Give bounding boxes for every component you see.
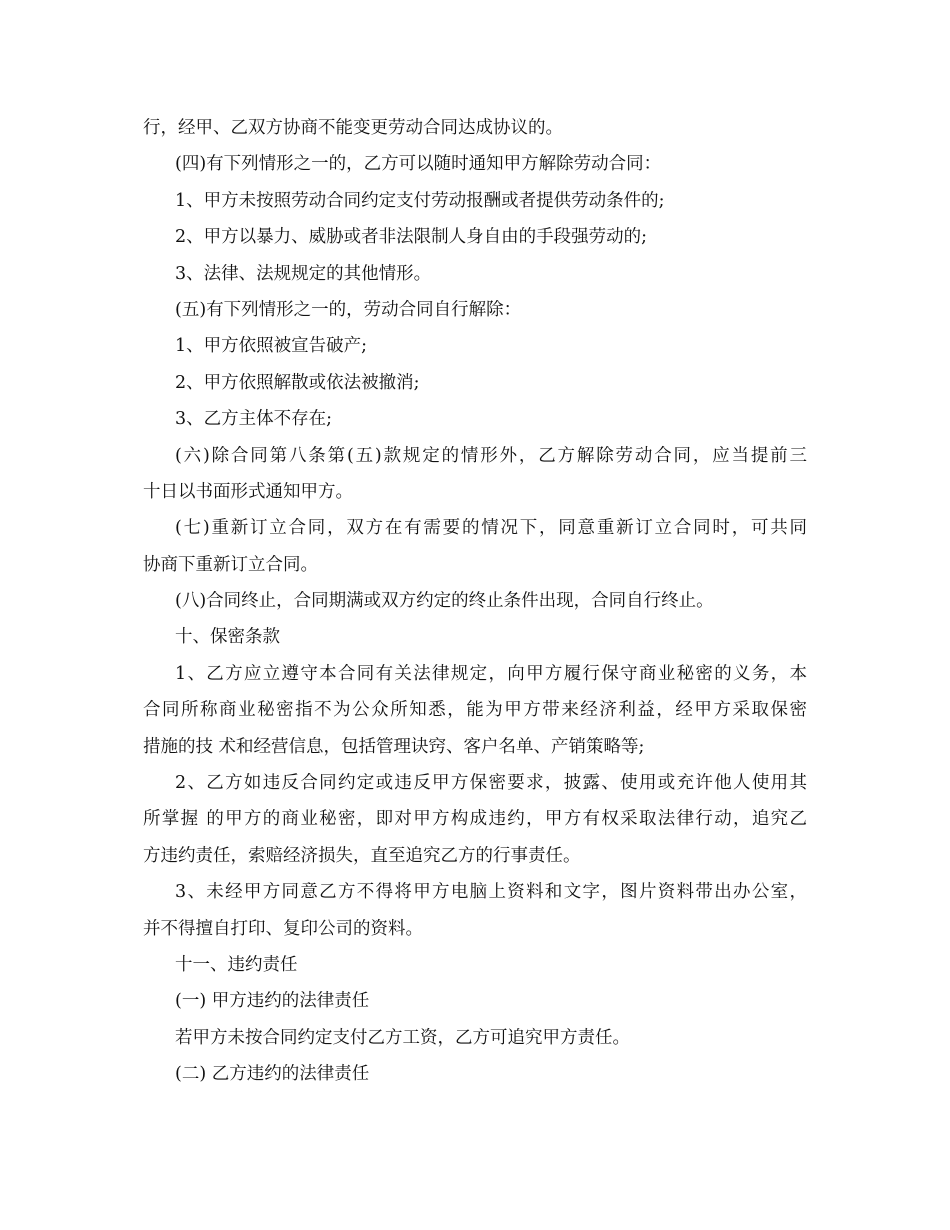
text-line: (八)合同终止，合同期满或双方约定的终止条件出现，合同自行终止。: [175, 591, 714, 612]
document-body: [143, 110, 807, 1093]
text-line: 并不得擅自打印、复印公司的资料。: [143, 918, 423, 939]
text-line: (七)重新订立合同，双方在有需要的情况下，同意重新订立合同时，可共同: [175, 518, 807, 539]
text-line: 2、甲方以暴力、威胁或者非法限制人身自由的手段强劳动的;: [175, 227, 648, 248]
text-line: 1、乙方应立遵守本合同有关法律规定，向甲方履行保守商业秘密的义务，本: [175, 663, 807, 684]
text-line: 3、法律、法规规定的其他情形。: [175, 263, 432, 284]
text-line: 协商下重新订立合同。: [143, 554, 318, 575]
section-heading: 十、保密条款: [175, 627, 280, 648]
text-line: 3、乙方主体不存在;: [175, 409, 333, 430]
text-line: (二) 乙方违约的法律责任: [175, 1064, 370, 1085]
text-line: 1、甲方依照被宣告破产;: [175, 336, 368, 357]
text-line: (一) 甲方违约的法律责任: [175, 991, 370, 1012]
text-line: (五)有下列情形之一的，劳动合同自行解除：: [175, 299, 522, 320]
text-line: 2、甲方依照解散或依法被撤消;: [175, 372, 420, 393]
page-bottom-margin: [0, 1226, 950, 1230]
section-heading: 十一、违约责任: [175, 954, 298, 975]
text-line: (六)除合同第八条第(五)款规定的情形外，乙方解除劳动合同，应当提前三: [175, 445, 807, 466]
text-line: 方违约责任，索赔经济损失，直至追究乙方的行事责任。: [143, 845, 581, 866]
text-line: 若甲方未按合同约定支付乙方工资，乙方可追究甲方责任。: [175, 1027, 630, 1048]
text-line: 3、未经甲方同意乙方不得将甲方电脑上资料和文字，图片资料带出办公室，: [175, 882, 807, 903]
text-line: 合同所称商业秘密指不为公众所知悉，能为甲方带来经济利益，经甲方采取保密: [143, 700, 807, 721]
text-line: 措施的技 术和经营信息，包括管理诀窍、客户名单、产销策略等;: [143, 736, 645, 757]
text-line: 行，经甲、乙双方协商不能变更劳动合同达成协议的。: [143, 118, 563, 138]
text-line: 2、乙方如违反合同约定或违反甲方保密要求，披露、使用或充许他人使用其: [175, 773, 807, 794]
text-line: 1、甲方未按照劳动合同约定支付劳动报酬或者提供劳动条件的;: [175, 190, 665, 211]
text-line: (四)有下列情形之一的，乙方可以随时通知甲方解除劳动合同：: [175, 154, 662, 175]
text-line: 十日以书面形式通知甲方。: [143, 481, 353, 502]
text-line: 所掌握 的甲方的商业秘密，即对甲方构成违约，甲方有权采取法律行动，追究乙: [143, 809, 807, 830]
